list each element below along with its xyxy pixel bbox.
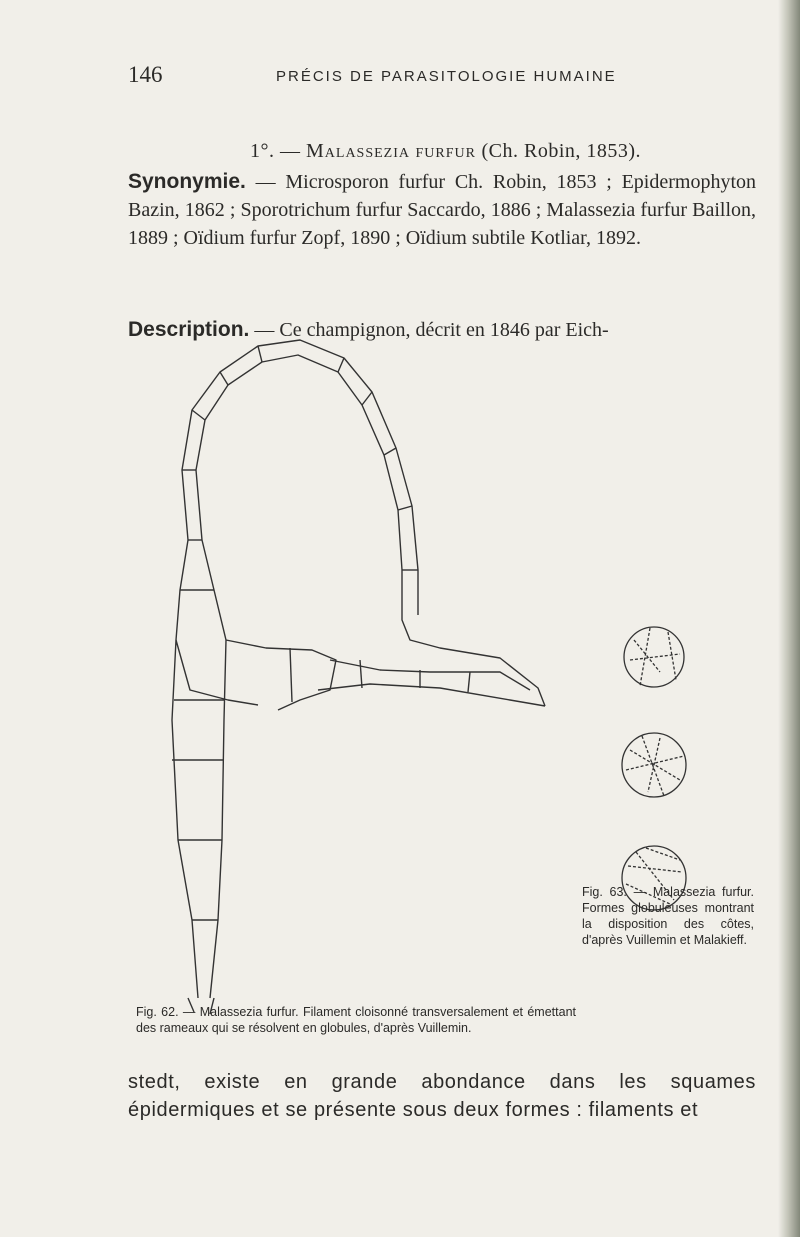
figure-63-text: — Malassezia furfur. Formes globuleuses montrant la disposition des côtes, d'après Vuillemin et Malakieff. — [582, 885, 754, 947]
figure-63-label: Fig. 63. — [582, 885, 627, 899]
page-number: 146 — [128, 62, 163, 87]
entry-number: 1°. — [250, 140, 275, 162]
figure-62-label: Fig. 62. — [136, 1005, 179, 1019]
synonymy-text: — Microsporon furfur Ch. Robin, 1853 ; Epidermophyton Bazin, 1862 ; Sporotrichum furfur Saccardo, 1886 ; Malassezia furfur Baillon, 1889 ; Oïdium furfur Zopf, 1890 ; Oïdium subtile Kotliar, 1892. — [128, 171, 756, 249]
description-text: — Ce champignon, décrit en 1846 par Eich- — [254, 319, 609, 341]
entry-authority: (Ch. Robin, 1853). — [481, 140, 642, 162]
continuation-text: stedt, existe en grande abondance dans les squames épidermiques et se présente sous deux formes : filaments et — [128, 1071, 756, 1121]
continuation-paragraph — [128, 1068, 756, 1124]
figure-62-caption — [136, 1004, 576, 1036]
fig62-filament-drawing — [172, 340, 545, 1014]
entry-dash: — — [280, 140, 301, 162]
synonymy-heading: Synonymie. — [128, 170, 246, 193]
description-heading: Description. — [128, 318, 250, 341]
entry-genus: Malassezia — [306, 140, 411, 162]
figure-62-text: — Malassezia furfur. Filament cloisonné transversalement et émettant des rameaux qui se résolvent en globules, d'après Vuillemin. — [136, 1005, 576, 1035]
fig63-globule-top — [624, 627, 684, 687]
figure-63-caption — [582, 884, 754, 948]
fig63-globule-middle — [622, 733, 686, 797]
running-title: PRÉCIS DE PARASITOLOGIE HUMAINE — [276, 68, 617, 85]
entry-species: furfur — [415, 140, 476, 162]
